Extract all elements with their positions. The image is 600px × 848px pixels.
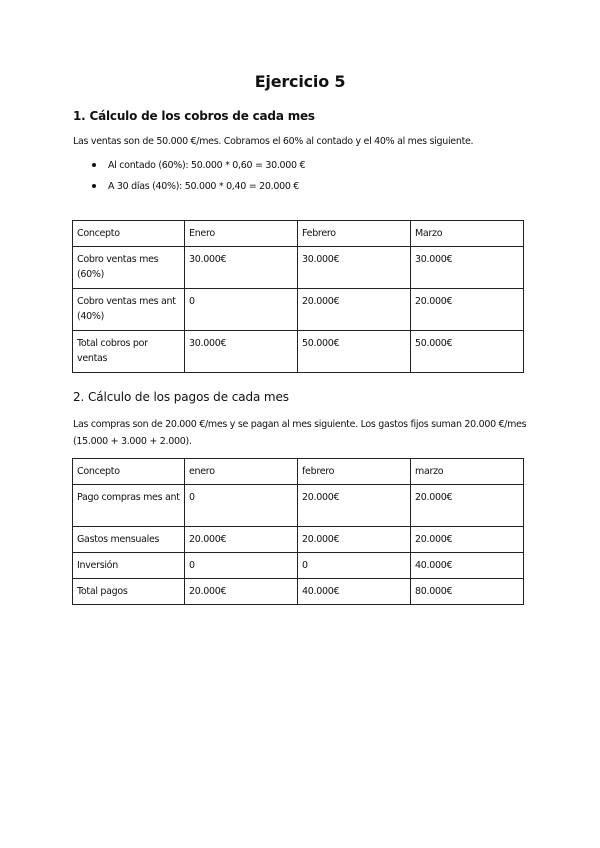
page-title: Ejercicio 5 <box>254 72 346 91</box>
table-cell: 0 <box>185 289 298 331</box>
table-cell: 30.000€ <box>185 247 298 289</box>
table-row <box>73 553 524 579</box>
table-cell: 20.000€ <box>411 485 524 527</box>
table-row <box>73 485 524 527</box>
table-cell: Pago compras mes ant <box>73 485 185 527</box>
table-row <box>73 527 524 553</box>
bullet-dot-icon <box>92 184 96 188</box>
table-cell: 0 <box>185 485 298 527</box>
section1-bullet-list <box>73 157 305 199</box>
section2-paragraph: Las compras son de 20.000 €/mes y se pagan al mes siguiente. Los gastos fijos suman 20.000 €/mes (15.000 + 3.000 + 2.000). <box>73 419 527 447</box>
table-cell: 30.000€ <box>185 331 298 373</box>
table-header-cell: Marzo <box>411 221 524 247</box>
table-cell: 80.000€ <box>411 579 524 605</box>
table-header-row <box>73 221 524 247</box>
table-header-cell: Concepto <box>73 221 185 247</box>
bullet-item <box>73 157 305 178</box>
table-cell: 20.000€ <box>185 527 298 553</box>
table-cell: 40.000€ <box>298 579 411 605</box>
bullet-text: Al contado (60%): 50.000 * 0,60 = 30.000 € <box>108 160 306 171</box>
table-cell: Total pagos <box>73 579 185 605</box>
table-cell: 20.000€ <box>411 289 524 331</box>
section1-heading: 1. Cálculo de los cobros de cada mes <box>73 109 315 123</box>
table-cell: 0 <box>298 553 411 579</box>
table-header-cell: febrero <box>298 459 411 485</box>
table-cell: 30.000€ <box>411 247 524 289</box>
pagos-table <box>72 458 524 605</box>
table-cell: 20.000€ <box>298 289 411 331</box>
table-cell: Total cobros por ventas <box>73 331 185 373</box>
table-header-cell: enero <box>185 459 298 485</box>
bullet-dot-icon <box>92 163 96 167</box>
section2-heading: 2. Cálculo de los pagos de cada mes <box>73 390 289 404</box>
table-cell: 0 <box>185 553 298 579</box>
table-cell: 50.000€ <box>298 331 411 373</box>
table-header-cell: Concepto <box>73 459 185 485</box>
table-header-cell: Febrero <box>298 221 411 247</box>
bullet-text: A 30 días (40%): 50.000 * 0,40 = 20.000 € <box>108 181 300 192</box>
table-cell: 20.000€ <box>298 485 411 527</box>
cobros-table <box>72 220 524 373</box>
table-cell: Inversión <box>73 553 185 579</box>
table-header-cell: Enero <box>185 221 298 247</box>
table-cell: 20.000€ <box>298 527 411 553</box>
bullet-item <box>73 178 305 199</box>
section1-paragraph: Las ventas son de 50.000 €/mes. Cobramos el 60% al contado y el 40% al mes siguiente. <box>73 136 474 147</box>
table-row <box>73 247 524 289</box>
table-row <box>73 579 524 605</box>
table-cell: 40.000€ <box>411 553 524 579</box>
table-header-cell: marzo <box>411 459 524 485</box>
table-cell: 20.000€ <box>411 527 524 553</box>
table-cell: Gastos mensuales <box>73 527 185 553</box>
table-cell: Cobro ventas mes ant (40%) <box>73 289 185 331</box>
table-cell: 50.000€ <box>411 331 524 373</box>
table-header-row <box>73 459 524 485</box>
table-row <box>73 331 524 373</box>
table-cell: 20.000€ <box>185 579 298 605</box>
table-row <box>73 289 524 331</box>
table-cell: 30.000€ <box>298 247 411 289</box>
table-cell: Cobro ventas mes (60%) <box>73 247 185 289</box>
